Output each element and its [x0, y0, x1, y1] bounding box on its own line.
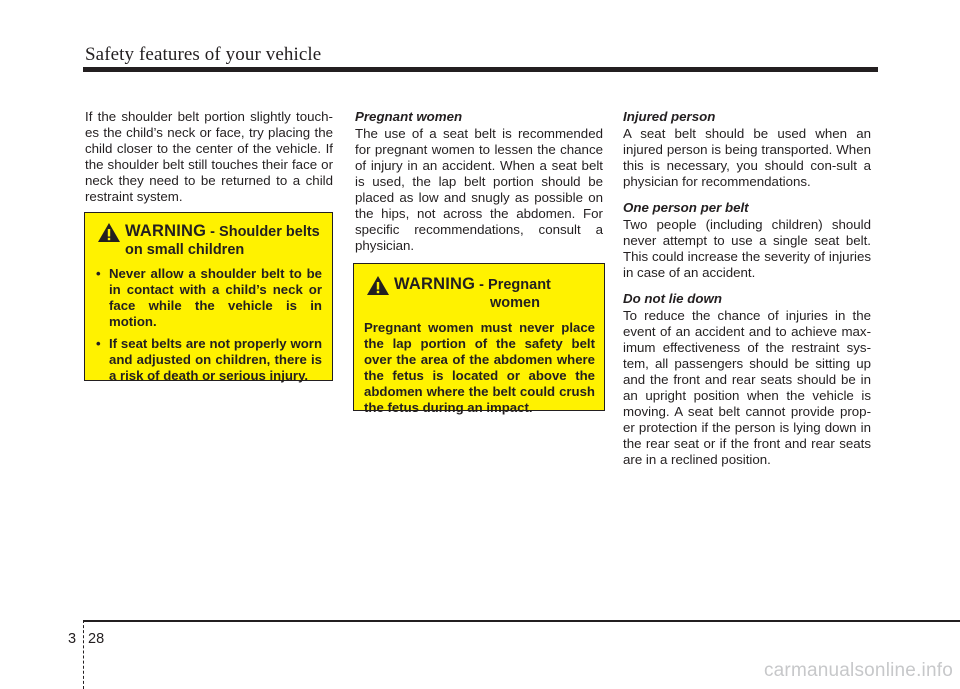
injured-person-paragraph: A seat belt should be used when an injured person is being transported. When this is necessary, you should con-sult a physician for recommendations.	[623, 126, 871, 189]
warning-label: WARNING	[125, 222, 207, 240]
section-heading-injured-person: Injured person	[623, 109, 716, 124]
warning-triangle-icon	[97, 222, 121, 243]
section-number: 3	[68, 631, 77, 647]
column-3	[623, 109, 871, 468]
warning-title-part-a: - Shoulder belts	[206, 224, 320, 240]
footer-rule	[83, 620, 960, 622]
warning-box-pregnant-women	[353, 263, 605, 415]
section-heading-one-person-per-belt: One person per belt	[623, 200, 749, 215]
warning-triangle-icon	[366, 275, 390, 296]
intro-paragraph: If the shoulder belt portion slightly touch-es the child’s neck or face, try placing the child closer to the center of the vehicle. If the shoulder belt still touches their face or neck they need to be returned to a child restraint system.	[85, 109, 333, 204]
warning-label: WARNING	[394, 275, 476, 293]
warning-heading	[364, 276, 595, 312]
footer-divider	[83, 620, 85, 689]
do-not-lie-down-paragraph: To reduce the chance of injuries in the event of an accident and to achieve max-imum effectiveness of the restraint sys-tem, all passengers should be sitting up and the front and rear seats should be in an upright position when the vehicle is moving. A seat belt cannot provide prop-er protection if the person is lying down in the rear seat or if the front and rear seats are in a reclined position.	[623, 308, 871, 467]
pregnant-women-paragraph: The use of a seat belt is recommended for pregnant women to lessen the chance of injury in an accident. When a seat belt is used, the lap belt portion should be placed as low and snugly as possible on the hips, not across the abdomen. For specific recommendations, consult a physician.	[355, 126, 603, 253]
section-heading-pregnant-women: Pregnant women	[355, 109, 463, 124]
column-2	[355, 109, 603, 254]
warning-list	[95, 266, 322, 384]
warning-title-part-a: - Pregnant	[475, 277, 551, 293]
warning-title-part-b: on small children	[125, 242, 245, 258]
warning-box-shoulder-belts	[84, 212, 333, 381]
watermark: carmanualsonline.info	[763, 660, 953, 681]
header-rule	[83, 67, 878, 72]
section-heading-do-not-lie-down: Do not lie down	[623, 291, 722, 306]
page-number: 28	[88, 631, 105, 647]
column-1	[85, 109, 333, 205]
warning-list-item: • Never allow a shoulder belt to be in contact with a child’s neck or face while the vehicle is in motion.	[96, 266, 322, 329]
page-header-title: Safety features of your vehicle	[85, 44, 322, 65]
one-person-per-belt-paragraph: Two people (including children) should never attempt to use a single seat belt. This could increase the severity of injuries in case of an accident.	[623, 217, 871, 280]
warning-heading	[95, 223, 322, 259]
warning-title-part-b: women	[490, 295, 540, 311]
warning-body: Pregnant women must never place the lap portion of the safety belt over the area of the abdomen where the fetus is located or above the abdomen where the belt could crush the fetus during an impact.	[364, 320, 595, 415]
warning-list-item: • If seat belts are not properly worn and adjusted on children, there is a risk of death or serious injury.	[96, 336, 322, 383]
bullet-glyph: •	[96, 266, 101, 281]
bullet-glyph: •	[96, 336, 101, 351]
